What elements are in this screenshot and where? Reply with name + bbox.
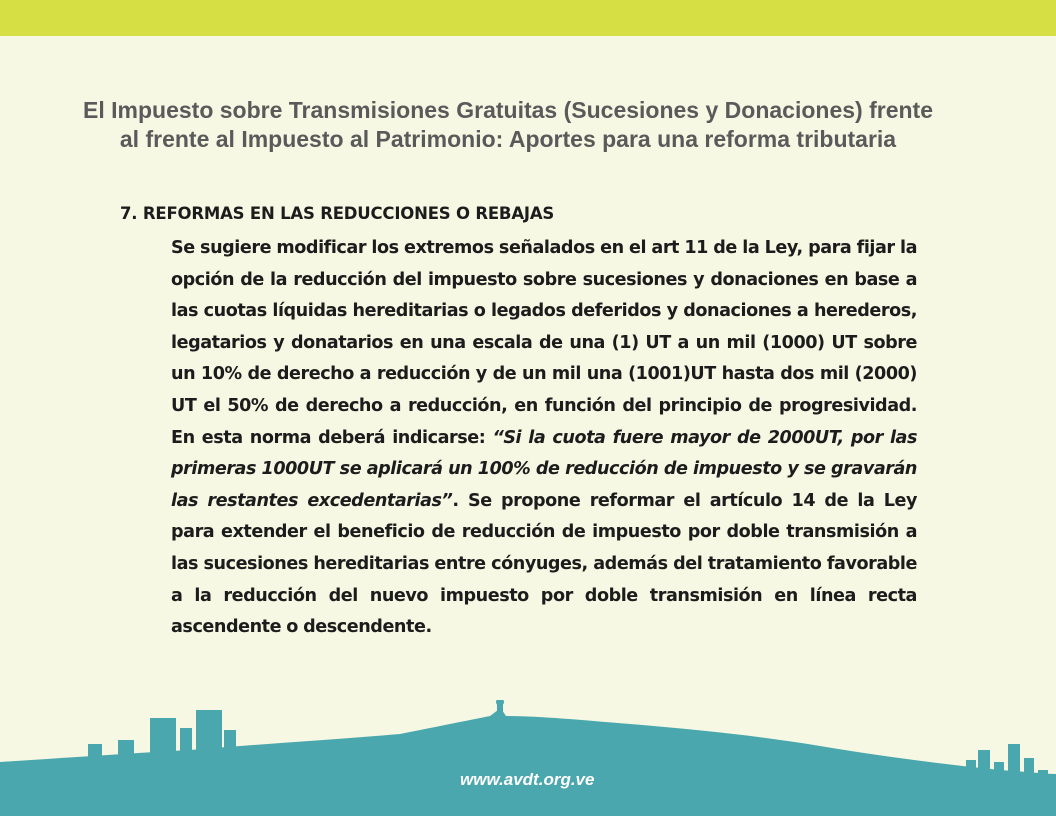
top-accent-bar	[0, 0, 1056, 36]
city-skyline-illustration	[0, 700, 1056, 816]
slide-title: El Impuesto sobre Transmisiones Gratuitas (Sucesiones y Donaciones) frente al frente al Impuesto al Patrimonio: Aportes para una reforma tributaria	[83, 97, 933, 152]
website-url: www.avdt.org.ve	[460, 770, 595, 789]
body-text-quote: “Si la cuota fuere mayor de 2000UT, por las primeras 1000UT se aplicará un 100% de reducción de impuesto y se gravarán las restantes excedentarias”	[171, 427, 917, 511]
body-paragraph	[171, 233, 917, 644]
body-text-part2: . Se propone reformar el artículo 14 de la Ley para extender el beneficio de reducción de impuesto por doble transmisión a las sucesiones hereditarias entre cónyuges, además del tratamiento favorable a la reducción del nuevo impuesto por doble transmisión en línea recta ascendente o descendente.	[171, 490, 917, 638]
body-text-part1: Se sugiere modificar los extremos señalados en el art 11 de la Ley, para fijar la opción de la reducción del impuesto sobre sucesiones y donaciones en base a las cuotas líquidas hereditarias o legados deferidos y donaciones a herederos, legatarios y donatarios en una escala de una (1) UT a un mil (1000) UT sobre un 10% de derecho a reducción y de un mil una (1001)UT hasta dos mil (2000) UT el 50% de derecho a reducción, en función del principio de progresividad. En esta norma deberá indicarse:	[171, 238, 917, 448]
section-heading: 7. REFORMAS EN LAS REDUCCIONES O REBAJAS	[120, 204, 555, 223]
